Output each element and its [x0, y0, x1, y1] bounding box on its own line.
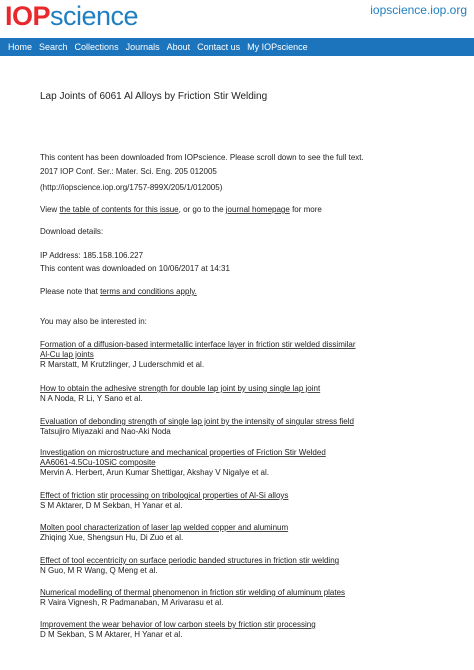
related-title-link[interactable]: How to obtain the adhesive strength for double lap joint by using single lap joint	[40, 384, 321, 393]
related-title-link[interactable]: Investigation on microstructure and mechanical properties of Friction Stir Welded AA6061-4.5Cu-10SiC composite	[40, 448, 326, 467]
view-line	[40, 205, 322, 215]
related-authors: N Guo, M R Wang, Q Meng et al.	[40, 566, 158, 575]
main-nav	[0, 38, 474, 56]
logo-science-text: science	[50, 1, 139, 31]
related-item	[40, 448, 332, 478]
related-item	[40, 523, 288, 543]
nav-search[interactable]: Search	[39, 42, 68, 52]
toc-link[interactable]: the table of contents for this issue	[59, 205, 179, 214]
download-details-heading: Download details:	[40, 227, 104, 236]
related-authors: Tatsujiro Miyazaki and Nao-Aki Noda	[40, 427, 171, 436]
nav-contact-us[interactable]: Contact us	[197, 42, 241, 52]
terms-prefix: Please note that	[40, 287, 98, 296]
logo-iop-text: IOP	[5, 1, 51, 31]
site-url-link[interactable]: iopscience.iop.org	[370, 3, 467, 17]
related-title-link[interactable]: Effect of tool eccentricity on surface periodic banded structures in friction stir welding	[40, 556, 340, 565]
related-item	[40, 620, 316, 640]
related-item	[40, 491, 288, 511]
related-authors: R Vaira Vignesh, R Padmanaban, M Arivarasu et al.	[40, 598, 224, 607]
terms-link[interactable]: terms and conditions apply.	[100, 287, 197, 296]
doi-url: (http://iopscience.iop.org/1757-899X/205/1/012005)	[40, 183, 223, 192]
related-authors: Mervin A. Herbert, Arun Kumar Shettigar, Akshay V Nigalye et al.	[40, 468, 269, 477]
related-authors: N A Noda, R Li, Y Sano et al.	[40, 394, 143, 403]
ip-address: IP Address: 185.158.106.227	[40, 251, 144, 260]
related-title-link[interactable]: Molten pool characterization of laser lap welded copper and aluminum	[40, 523, 289, 532]
interested-heading: You may also be interested in:	[40, 317, 147, 326]
downloaded-on: This content was downloaded on 10/06/2017 at 14:31	[40, 264, 230, 273]
view-middle: , or go to the	[178, 205, 224, 214]
nav-about[interactable]: About	[166, 42, 191, 52]
related-title-link[interactable]: Effect of friction stir processing on tribological properties of Al-Si alloys	[40, 491, 289, 500]
site-header	[0, 0, 474, 36]
view-suffix: for more	[292, 205, 322, 214]
related-authors: D M Sekban, S M Aktarer, H Yanar et al.	[40, 630, 183, 639]
related-item	[40, 340, 360, 370]
related-title-link[interactable]: Evaluation of debonding strength of single lap joint by the intensity of singular stress field	[40, 417, 354, 426]
journal-homepage-link[interactable]: journal homepage	[225, 205, 290, 214]
nav-journals[interactable]: Journals	[125, 42, 160, 52]
related-authors: S M Aktarer, D M Sekban, H Yanar et al.	[40, 501, 183, 510]
related-item	[40, 588, 345, 608]
related-authors: R Marstatt, M Krutzlinger, J Luderschmid et al.	[40, 360, 205, 369]
related-item	[40, 556, 339, 576]
download-note: This content has been downloaded from IOPscience. Please scroll down to see the full text.	[40, 153, 364, 162]
related-title-link[interactable]: Formation of a diffusion-based intermetallic interface layer in friction stir welded dissimilar Al-Cu lap joints	[40, 340, 356, 359]
nav-home[interactable]: Home	[8, 42, 33, 52]
related-item	[40, 384, 320, 404]
citation: 2017 IOP Conf. Ser.: Mater. Sci. Eng. 205 012005	[40, 167, 217, 176]
terms-line	[40, 287, 197, 297]
article-title: Lap Joints of 6061 Al Alloys by Friction Stir Welding	[40, 91, 268, 102]
related-title-link[interactable]: Numerical modelling of thermal phenomenon in friction stir welding of aluminum plates	[40, 588, 346, 597]
view-prefix: View	[40, 205, 58, 214]
nav-my-iopscience[interactable]: My IOPscience	[247, 42, 308, 52]
nav-collections[interactable]: Collections	[74, 42, 119, 52]
related-title-link[interactable]: Improvement the wear behavior of low carbon steels by friction stir processing	[40, 620, 316, 629]
iopscience-logo[interactable]	[5, 1, 138, 31]
related-authors: Zhiqing Xue, Shengsun Hu, Di Zuo et al.	[40, 533, 184, 542]
related-item	[40, 417, 354, 437]
